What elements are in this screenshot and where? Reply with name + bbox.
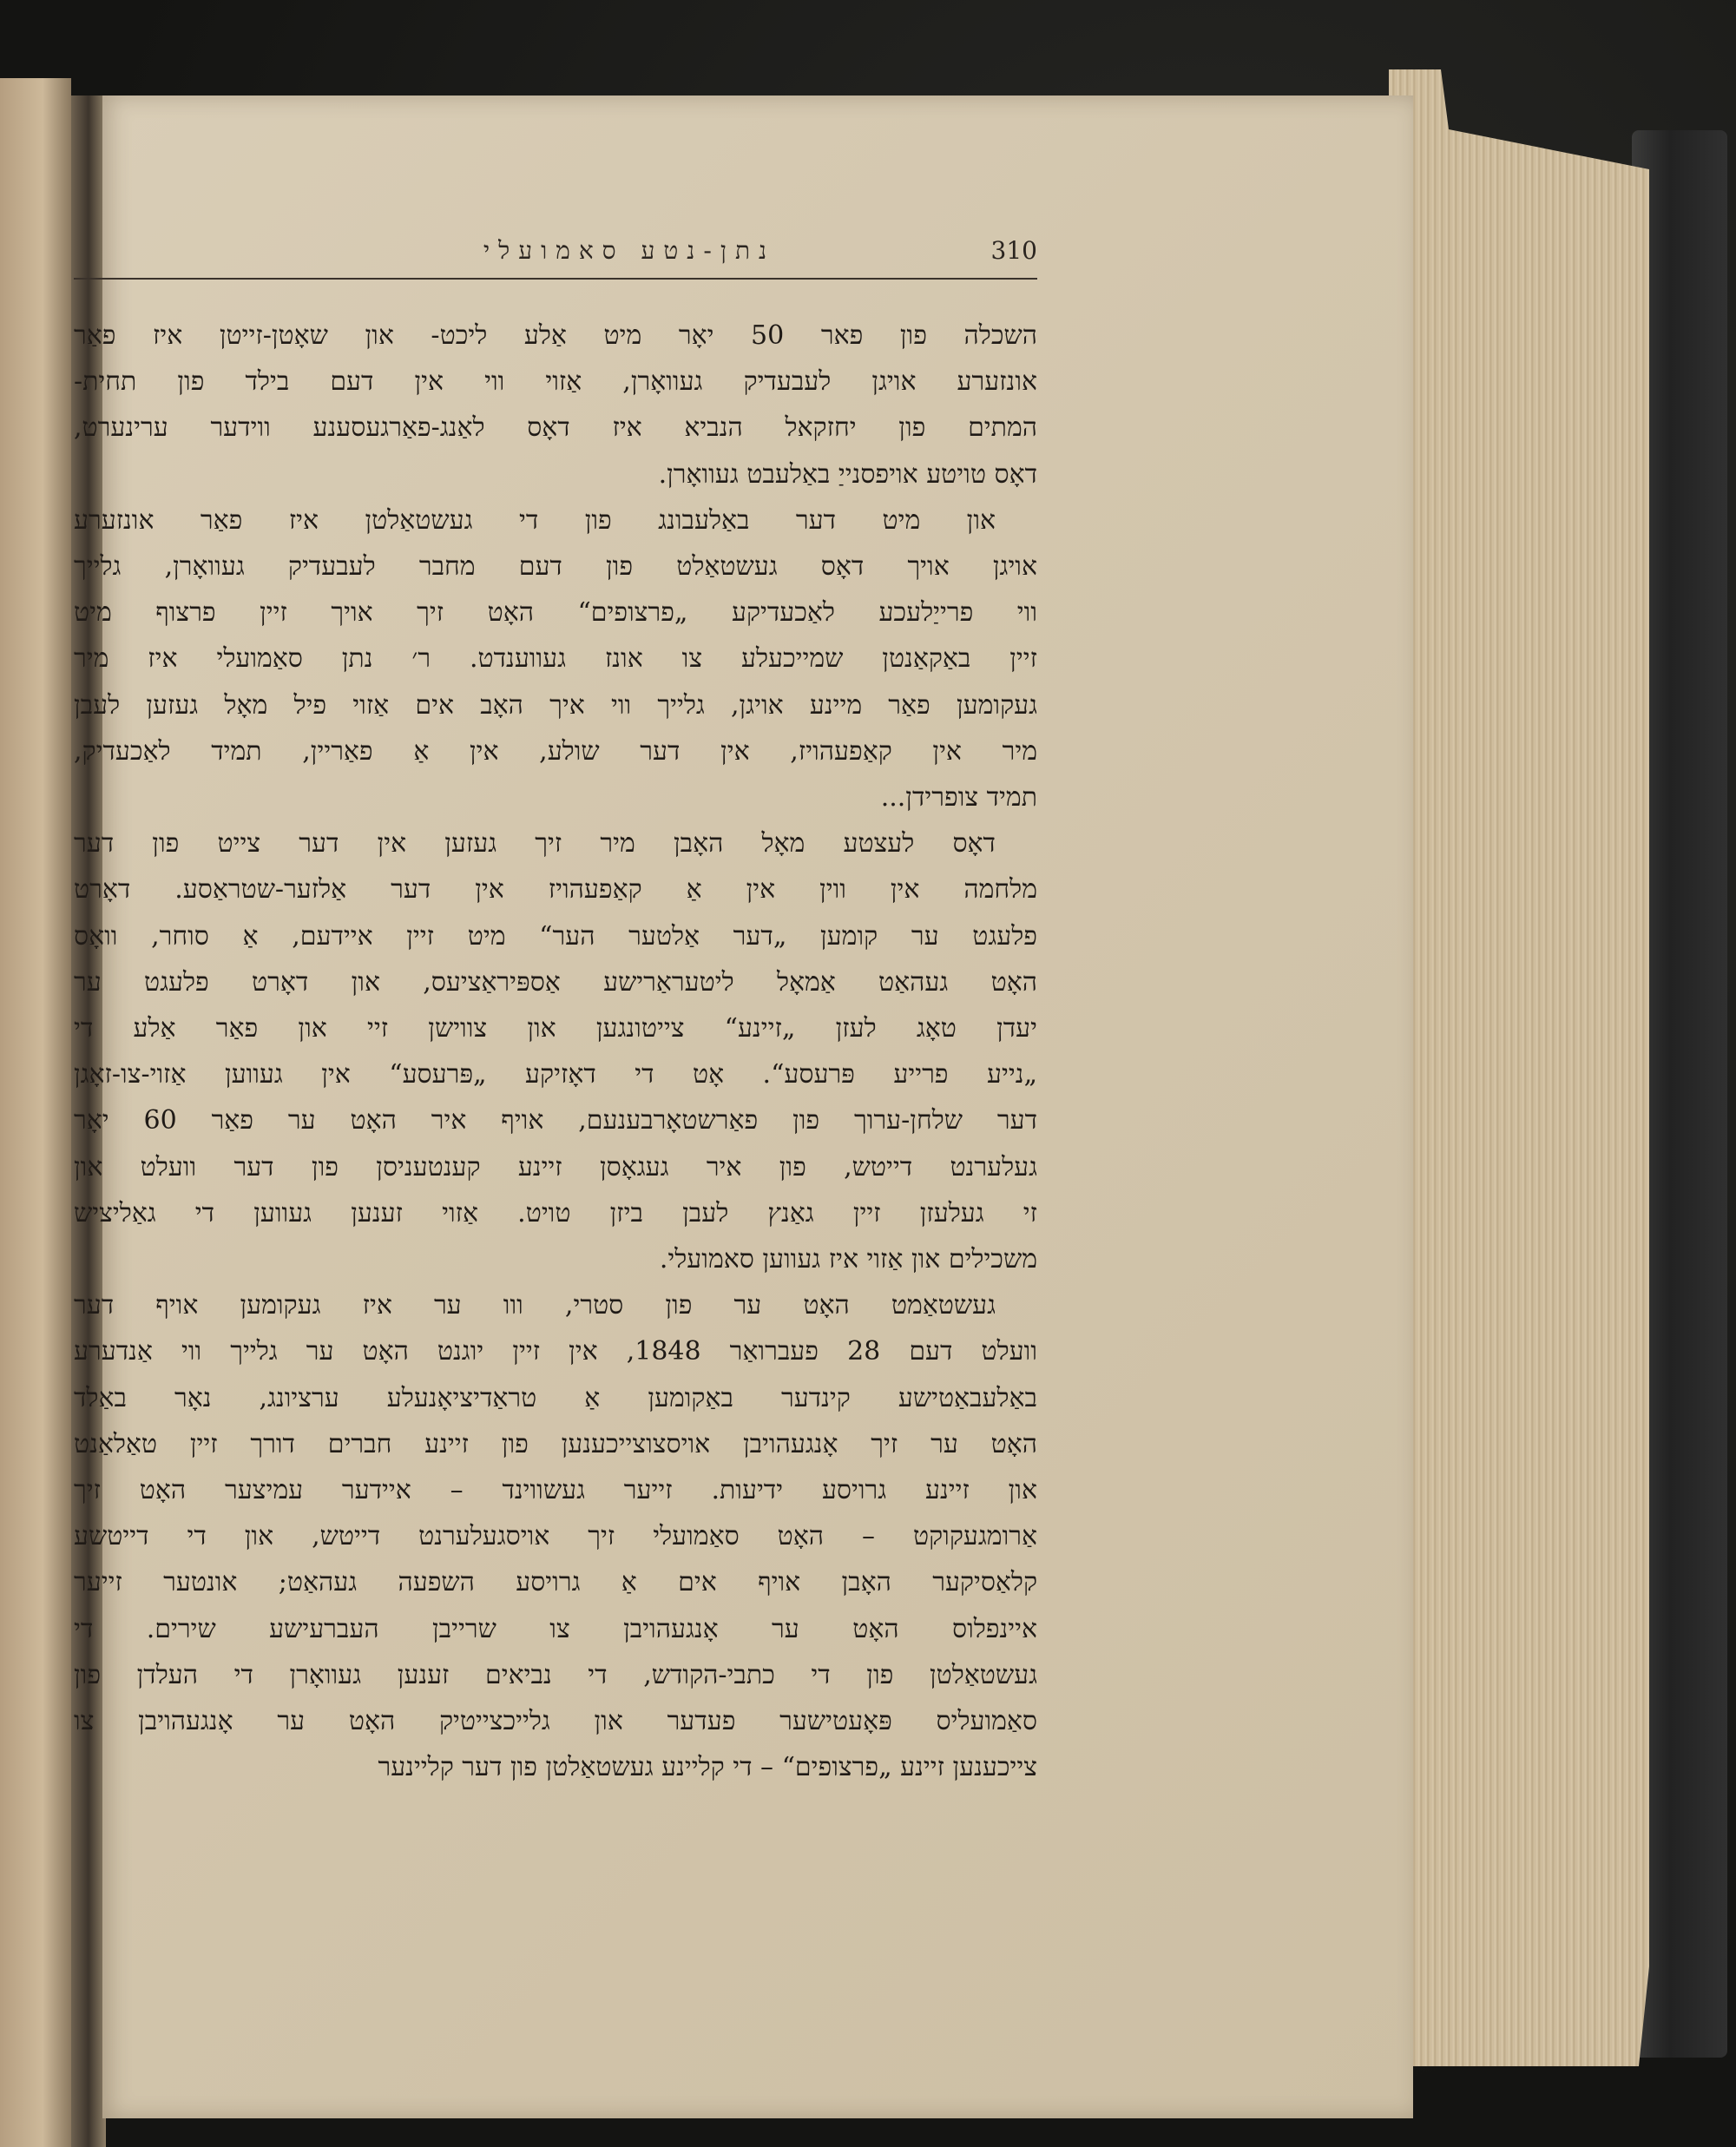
text-line: תמיד צופרידן... <box>880 782 1037 813</box>
text-line: מיר אין קאַפעהויז, אין דער שולע, אין אַ פאַריין, תמיד לאַכעדיק, <box>74 735 1037 767</box>
paragraph <box>74 1282 1037 1790</box>
text-line: המתים פון יחזקאל הנביא איז דאָס לאַנג-פאַרגעסענע ווידער ערינערט, <box>74 412 1037 444</box>
text-line: אויגן אויך דאָס געשטאַלט פון דעם מחבר לעבעדיק געוואָרן, גלייך <box>74 551 1037 583</box>
text-line: אַרומגעקוקט – האָט סאַמועלי זיך אויסגעלערנט דייטש, און די דייטשע <box>74 1521 1037 1552</box>
text-line: אונזערע אויגן לעבעדיק געוואָרן, אַזוי ווי אין דעם בילד פון תחית- <box>74 366 1037 398</box>
page-number: 310 <box>990 236 1037 265</box>
text-line: מלחמה אין ווין אין אַ קאַפעהויז אין דער אַלזער-שטראַסע. דאָרט <box>74 874 1037 906</box>
paragraph <box>74 313 1037 497</box>
text-line: וועלט דעם 28 פעברואַר 1848, אין זיין יוגנט האָט ער גלייך ווי אַנדערע <box>74 1336 1037 1367</box>
text-line: זי געלעזן זיין גאַנץ לעבן ביזן טויט. אַזוי זענען געווען די גאַליציש <box>74 1197 1037 1228</box>
text-line: און מיט דער באַלעבונג פון די געשטאַלטן איז פאַר אונזערע <box>74 504 996 536</box>
text-line: זיין באַקאַנטן שמייכעלע צו אונז געווענדט. ר׳ נתן סאַמועלי איז מיר <box>74 643 1037 675</box>
text-line: און זיינע גרויסע ידיעות. זייער געשווינד – איידער עמיצער האָט זיך <box>74 1475 1037 1506</box>
text-line: באַלעבאַטישע קינדער באַקומען אַ טראַדיציאָנעלע ערציונג, נאָר באַלד <box>74 1382 1037 1413</box>
header-rule <box>74 278 1037 280</box>
left-page-edge <box>0 78 71 2147</box>
running-title: נתן-נטע סאמועלי <box>483 236 776 265</box>
text-line: יעדן טאָג לעזן „זיינע“ צייטונגען און צווישן זיי און פאַר אַלע די <box>74 1013 1037 1044</box>
text-line: סאַמועליס פּאָעטישער פעדער און גלייכצייטיק האָט ער אָנגעהויבן צו <box>74 1706 1037 1737</box>
text-line: געשטאַמט האָט ער פון סטרי, ווו ער איז געקומען אויף דער <box>74 1290 996 1321</box>
body-text <box>74 313 1037 1791</box>
text-line: קלאַסיקער האָבן אויף אים אַ גרויסע השפעה געהאַט; אונטער זייער <box>74 1567 1037 1598</box>
page-stack-edges <box>1389 69 1649 2066</box>
text-line: האָט ער זיך אָנגעהויבן אויסצוצייכענען פון זיינע חברים דורך זיין טאַלאַנט <box>74 1428 1037 1459</box>
text-line: צייכענען זיינע „פרצופים“ – די קליינע געשטאַלטן פון דער קליינער <box>378 1752 1037 1783</box>
text-line: געקומען פאַר מיינע אויגן, גלייך ווי איך האָב אים אַזוי פיל מאָל געזען לעבן <box>74 689 1037 721</box>
text-line: „נייע פרייע פּרעסע“. אָט די דאָזיקע „פּרעסע“ אין געווען אַזוי-צו-זאָגן <box>74 1059 1037 1090</box>
paragraph <box>74 497 1037 820</box>
text-line: פלעגט ער קומען „דער אַלטער הער“ מיט זיין איידעם, אַ סוחר, וואָס <box>74 920 1037 952</box>
paragraph <box>74 820 1037 1282</box>
text-line: געלערנט דייטש, פון איר געגאָסן זיינע קענטעניסן פון דער וועלט און <box>74 1151 1037 1182</box>
text-line: האָט געהאַט אַמאָל ליטעראַרישע אַספּיראַציעס, און דאָרט פלעגט ער <box>74 966 1037 998</box>
text-line: השכלה פון פאר 50 יאָר מיט אַלע ליכט- און שאָטן-זייטן איז פאַר <box>74 320 1037 351</box>
text-line: איינפלוס האָט ער אָנגעהויבן צו שרייבן העברעישע שירים. די <box>74 1613 1037 1644</box>
text-line: דאָס לעצטע מאָל האָבן מיר זיך געזען אין דער צייט פון דער <box>74 828 996 859</box>
text-line: דאָס טויטע אויפסנייַ באַלעבט געוואָרן. <box>658 458 1037 490</box>
text-line: געשטאַלטן פון די כתבי-הקודש, די נביאים זענען געוואָרן די העלדן פון <box>74 1659 1037 1690</box>
text-line: משכילים און אַזוי איז געווען סאמועלי. <box>659 1244 1037 1275</box>
text-line: דער שלחן-ערוך פון פאַרשטאָרבענעם, אויף איר האָט ער פאַר 60 יאָר <box>74 1105 1037 1136</box>
text-line: ווי פרייַלעכע לאַכעדיקע „פרצופים“ האָט זיך אויך זיין פרצוף מיט <box>74 597 1037 629</box>
